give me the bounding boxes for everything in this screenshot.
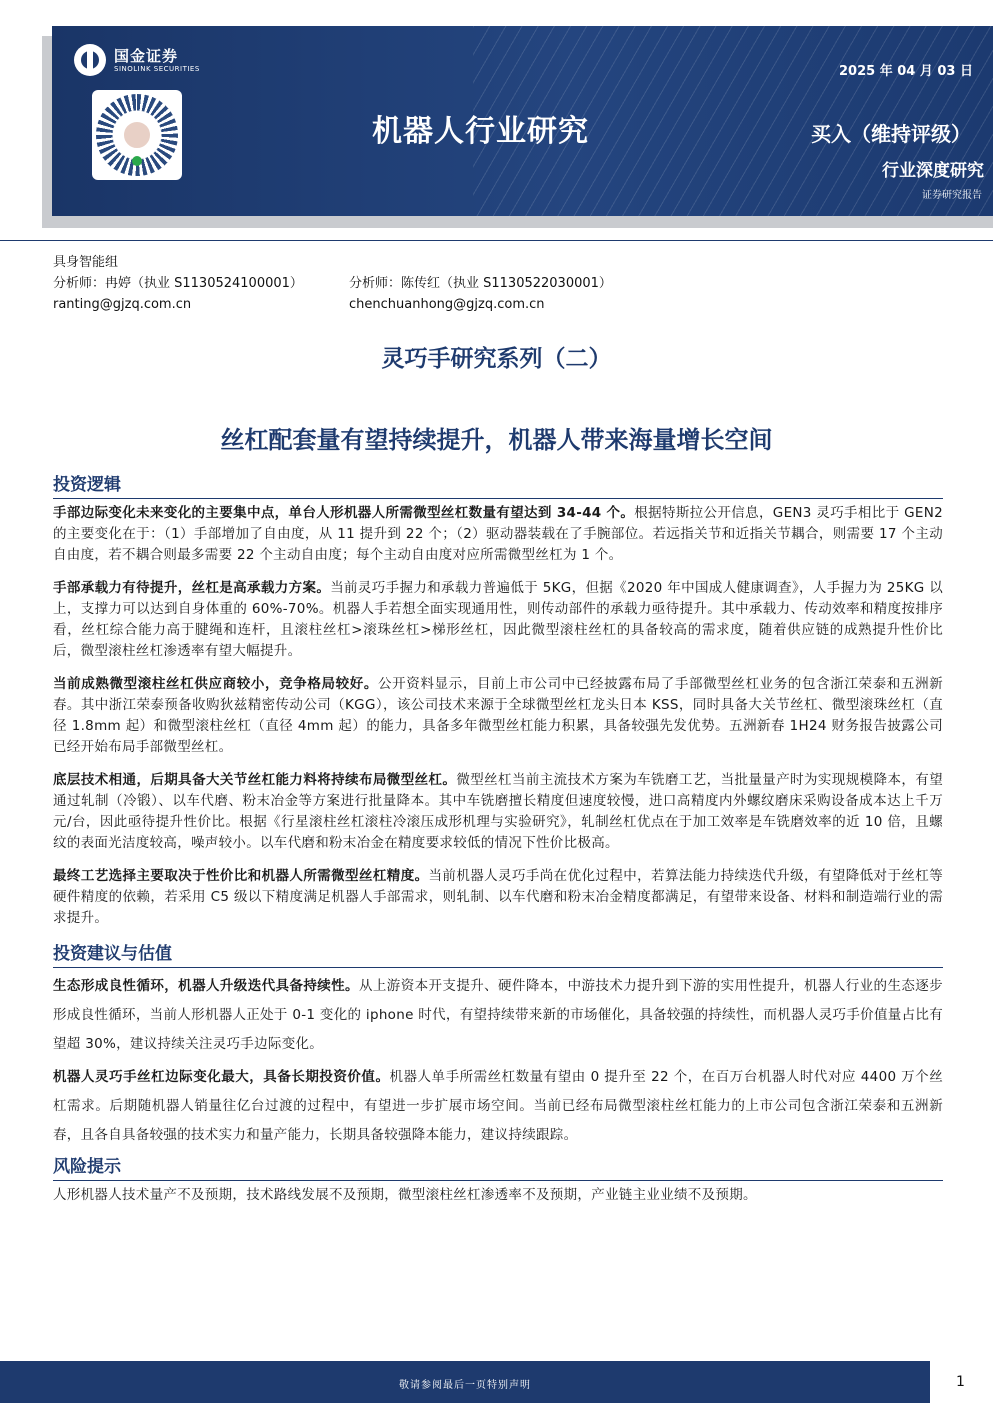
section-heading-logic: 投资逻辑 (53, 472, 943, 499)
report-date: 2025 年 04 月 03 日 (839, 64, 973, 79)
paragraph: 机器人灵巧手丝杠边际变化最大，具备长期投资价值。机器人单手所需丝杠数量有望由 0 提升至 22 个，在百万台机器人时代对应 4400 万个丝杠需求。后期随机器人销量往亿台过渡的过程中，有望进一步扩展市场空间。当前已经布局微型滚柱丝杠能力的上市公司包含浙江荣泰和五洲新春，且各自具备较强的技术实力和量产能力，长期具备较强降本能力，建议持续跟踪。 (53, 1069, 944, 1143)
section-heading-valuation: 投资建议与估值 (53, 941, 943, 968)
industry-title: 机器人行业研究 (372, 114, 589, 149)
paragraph: 人形机器人技术量产不及预期，技术路线发展不及预期，微型滚柱丝杠渗透率不及预期，产业链主业业绩不及预期。 (53, 1187, 757, 1203)
paragraph: 生态形成良性循环，机器人升级迭代具备持续性。从上游资本开支提升、硬件降本，中游技术力提升到下游的实用性提升，机器人行业的生态逐步形成良性循环，当前人形机器人正处于 0-1 变化的 iphone 时代，有望持续带来新的市场催化，具备较强的持续性，而机器人灵巧手价值量占比有望超 30%，建议持续关注灵巧手边际变化。 (53, 978, 943, 1052)
paragraph: 底层技术相通，后期具备大关节丝杠能力料将持续布局微型丝杠。微型丝杠当前主流技术方案为车铣磨工艺，当批量量产时为实现规模降本，有望通过轧制（冷锻）、以车代磨、粉末冶金等方案进行批量降本。其中车铣磨擅长精度但速度较慢，进口高精度内外螺纹磨床采购设备成本达上千万元/台，因此亟待提升性价比。根据《行星滚柱丝杠滚柱冷滚压成形机理与实验研究》，轧制丝杠优点在于加工效率是车铣磨效率的近 10 倍，且螺纹的表面光洁度较高，噪声较小。以车代磨和粉末冶金在精度要求较低的情况下性价比极高。 (53, 772, 943, 851)
section-heading-risk: 风险提示 (53, 1154, 943, 1181)
company-logo (74, 44, 200, 76)
report-body (53, 472, 943, 1218)
report-title: 丝杠配套量有望持续提升，机器人带来海量增长空间 (220, 426, 773, 454)
mini-program-icon (132, 156, 142, 166)
logo-name-cn: 国金证券 (114, 46, 179, 65)
paragraph: 当前成熟微型滚柱丝杠供应商较小，竞争格局较好。公开资料显示，目前上市公司中已经披露布局了手部微型丝杠业务的包含浙江荣泰和五洲新春。其中浙江荣泰预备收购狄兹精密传动公司（KGG），该公司技术来源于全球微型丝杠龙头日本 KSS，同时具备大关节丝杠、微型滚珠丝杠（直径 1.8mm 起）和微型滚柱丝杠（直径 4mm 起）的能力，具备多年微型丝杠能力积累，具备较强先发优势。五洲新春 1H24 财务报告披露公司已经开始布局手部微型丝杠。 (53, 676, 943, 755)
logo-name-en: SINOLINK SECURITIES (114, 64, 200, 73)
rating-badge: 买入（维持评级） (811, 122, 971, 146)
analyst-1-email[interactable]: ranting@gjzq.com.cn (53, 297, 192, 312)
footer-notice: 敬请参阅最后一页特别声明 (399, 1380, 531, 1391)
series-title: 灵巧手研究系列（二） (381, 346, 612, 372)
qr-logo (122, 120, 152, 150)
analyst-2: 分析师：陈传红（执业 S1130522030001） (349, 276, 612, 291)
team-name: 具身智能组 (53, 255, 119, 270)
qr-code-icon (92, 90, 182, 180)
paragraph: 手部边际变化未来变化的主要集中点，单台人形机器人所需微型丝杠数量有望达到 34-44 个。根据特斯拉公开信息，GEN3 灵巧手相比于 GEN2 的主要变化在于：（1）手部增加了自由度，从 11 提升到 22 个；（2）驱动器装载在了手腕部位。若远指关节和近指关节耦合，则需要 17 个主动自由度，若不耦合则最多需要 22 个主动自由度；每个主动自由度对应所需微型丝杠为 1 个。 (53, 505, 943, 563)
paragraph: 手部承载力有待提升，丝杠是高承载力方案。当前灵巧手握力和承载力普遍低于 5KG，但据《2020 年中国成人健康调查》，人手握力为 25KG 以上，支撑力可以达到自身体重的 60%-70%。机器人手若想全面实现通用性，则传动部件的承载力亟待提升。其中承载力、传动效率和精度按排序看，丝杠综合能力高于腱绳和连杆，且滚柱丝杠>滚珠丝杠>梯形丝杠，因此微型滚柱丝杠的具备较高的需求度，随着供应链的成熟提升性价比后，微型滚柱丝杠渗透率有望大幅提升。 (53, 580, 944, 659)
report-category: 证券研究报告 (922, 190, 982, 201)
analyst-1: 分析师：冉婷（执业 S1130524100001） (53, 276, 303, 291)
paragraph: 最终工艺选择主要取决于性价比和机器人所需微型丝杠精度。当前机器人灵巧手尚在优化过程中，若算法能力持续迭代升级，有望降低对于丝杠等硬件精度的依赖，若采用 C5 级以下精度满足机器人手部需求，则轧制、以车代磨和粉末冶金精度都满足，有望带来设备、材料和制造端行业的需求提升。 (53, 868, 943, 926)
logo-icon (74, 44, 106, 76)
report-type: 行业深度研究 (882, 161, 984, 181)
analyst-2-email[interactable]: chenchuanhong@gjzq.com.cn (349, 297, 545, 312)
analyst-block (53, 252, 612, 315)
page-number: 1 (956, 1374, 965, 1390)
header-divider (0, 240, 993, 241)
